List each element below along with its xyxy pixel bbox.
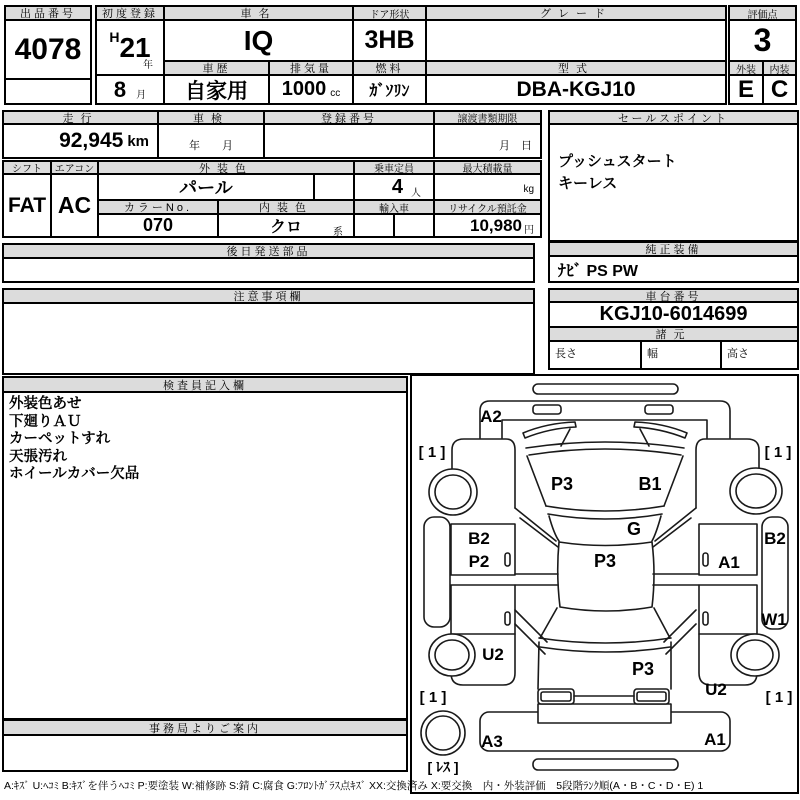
notes-cell [2, 302, 535, 375]
grade [425, 19, 727, 62]
displacement-cell [268, 74, 354, 105]
model-header: 型式 [425, 60, 727, 76]
car-name-header: 車名 [163, 5, 354, 21]
mark-tire-front-right: [ 1 ] [764, 444, 792, 461]
recycle-unit: 円 [524, 225, 534, 236]
mark-left-door-1: B2 [468, 529, 490, 548]
mark-right-quarter: W1 [761, 610, 787, 629]
inspector-header: 検査員記入欄 [2, 376, 408, 393]
sales-point-line: プッシュスタート [558, 153, 677, 170]
damage-code-legend: A:ｷｽﾞ U:ﾍｺﾐ B:ｷｽﾞを伴うﾍｺﾐ P:要塗装 W:補修跡 S:錆 C:腐食 G:ﾌﾛﾝﾄｶﾞﾗｽ点ｷｽﾞ XX:交換済み X:要交換 内・外装評価 5段階ﾗﾝｸ順(A・B・C・D・E) 1 [4, 780, 704, 792]
first-reg-era: H [109, 29, 120, 45]
exterior-score: E [728, 74, 764, 105]
mark-right-door: A1 [718, 553, 740, 572]
sales-point-cell [548, 123, 799, 242]
auction-no: 4078 [4, 19, 92, 80]
mark-left-door-2: P2 [468, 552, 490, 571]
max-load-header: 最大積載量 [433, 160, 542, 175]
mark-hood-right: B1 [638, 474, 662, 494]
displacement: 1000 [281, 78, 327, 100]
capacity-unit: 人 [411, 187, 421, 199]
door-header: ドア形状 [352, 5, 427, 21]
shift: FAT [2, 173, 52, 238]
reg-no-header: 登録番号 [263, 110, 435, 125]
inspector-note-line: 外装色あせ [9, 396, 82, 412]
mark-rear-bumper-right: A1 [704, 730, 726, 749]
capacity-cell [353, 173, 435, 201]
inspector-notes [2, 391, 408, 720]
spec-length-cell: 長さ [548, 340, 642, 370]
mark-rear-bumper-left: A3 [481, 732, 503, 751]
capacity: 4 [391, 175, 403, 198]
interior-score: C [762, 74, 797, 105]
first-reg-month-cell [95, 74, 165, 105]
inspector-note-line: ホイールカバー欠品 [9, 466, 140, 482]
damage-diagram [410, 374, 799, 794]
color-no-header: カラーNo. [97, 199, 219, 215]
mark-roof: P3 [593, 551, 617, 571]
inspection-cell: 年 月 [157, 123, 265, 159]
mileage: 92,945 [59, 129, 124, 152]
inspector-note-line: カーペットすれ [9, 431, 111, 447]
recycle-header: リサイクル預託金 [433, 199, 542, 215]
equipment: ﾅﾋﾞ PS PW [548, 255, 799, 283]
ext-color-empty-cell [313, 173, 355, 201]
aircon: AC [50, 173, 99, 238]
office-header: 事務局よりご案内 [2, 719, 408, 736]
notes-header: 注意事項欄 [2, 288, 535, 304]
color-no: 070 [97, 213, 219, 238]
sales-point-line: キーレス [558, 175, 618, 192]
inspector-note-line: 天張汚れ [9, 448, 67, 465]
car-name: IQ [163, 19, 354, 62]
mileage-header: 走行 [2, 110, 159, 125]
first-reg-year-cell [95, 19, 165, 76]
ext-color-header: 外装色 [97, 160, 355, 175]
inspection-header: 車検 [157, 110, 265, 125]
aircon-header: エアコン [50, 160, 99, 175]
fuel: ｶﾞｿﾘﾝ [352, 74, 427, 105]
int-color: クロ [269, 219, 302, 236]
equipment-header: 純正装備 [548, 241, 799, 257]
year-suffix: 年 [143, 60, 153, 71]
mark-hatch: P3 [631, 659, 655, 679]
mark-windshield: G [626, 519, 642, 539]
chassis-header: 車台番号 [548, 288, 799, 303]
transfer-deadline-cell: 月 日 [433, 123, 542, 159]
door-shape: 3HB [352, 19, 427, 62]
auction-no-empty-cell [4, 78, 92, 105]
mark-tire-rear-left: [ 1 ] [419, 689, 447, 706]
mark-right-rear: U2 [705, 680, 727, 699]
transfer-deadline-header: 譲渡書類期限 [433, 110, 542, 125]
shift-header: シフト [2, 160, 52, 175]
score: 3 [728, 19, 797, 62]
chassis-no: KGJ10-6014699 [548, 301, 799, 328]
spec-width-cell: 幅 [640, 340, 722, 370]
auction-no-header: 出品番号 [4, 5, 92, 21]
capacity-header: 乗車定員 [353, 160, 435, 175]
first-reg-year: 21 [119, 31, 151, 63]
displacement-header: 排気量 [268, 60, 354, 76]
mileage-unit: km [127, 132, 149, 150]
fuel-header: 燃料 [352, 60, 427, 76]
later-parts-cell [2, 257, 535, 283]
mark-left-rear: U2 [482, 645, 504, 664]
spec-height-cell: 高さ [720, 340, 799, 370]
later-parts-header: 後日発送部品 [2, 243, 535, 259]
history: 自家用 [163, 74, 270, 105]
inspector-note-line: 下廻りＡＵ [9, 413, 82, 430]
score-header: 評価点 [728, 5, 797, 21]
month-suffix: 月 [136, 90, 147, 101]
int-color-cell [217, 213, 355, 238]
office-cell [2, 734, 408, 772]
reg-no-cell [263, 123, 435, 159]
mark-tire-rear-right: [ 1 ] [765, 689, 793, 706]
int-color-header: 内装色 [217, 199, 355, 215]
mark-hood-left: P3 [550, 474, 574, 494]
recycle-cell [433, 213, 542, 238]
car-outline-diagram [412, 376, 797, 792]
mark-tire-front-left: [ 1 ] [418, 444, 446, 461]
mark-right-sill: B2 [764, 529, 786, 548]
mark-spare-tire: [ ﾚｽ ] [427, 759, 459, 775]
import-cell-2 [393, 213, 435, 238]
first-reg-header: 初度登録 [95, 5, 165, 21]
max-load-cell: kg [433, 173, 542, 201]
exterior-header: 外装 [728, 60, 764, 76]
import-header: 輸入車 [353, 199, 435, 215]
history-header: 車歴 [163, 60, 270, 76]
mark-front-bumper: A2 [480, 407, 502, 426]
specs-header: 諸元 [548, 326, 799, 342]
ext-color: パール [97, 173, 315, 201]
interior-header: 内装 [762, 60, 797, 76]
displacement-unit: cc [330, 88, 341, 99]
first-reg-month: 8 [113, 76, 127, 102]
mileage-cell [2, 123, 159, 159]
grade-header: グレード [425, 5, 727, 21]
recycle-amount: 10,980 [470, 215, 522, 235]
int-color-suffix: 系 [333, 227, 343, 238]
sales-point-header: セールスポイント [548, 110, 799, 125]
model-code: DBA-KGJ10 [425, 74, 727, 105]
import-cell-1 [353, 213, 395, 238]
